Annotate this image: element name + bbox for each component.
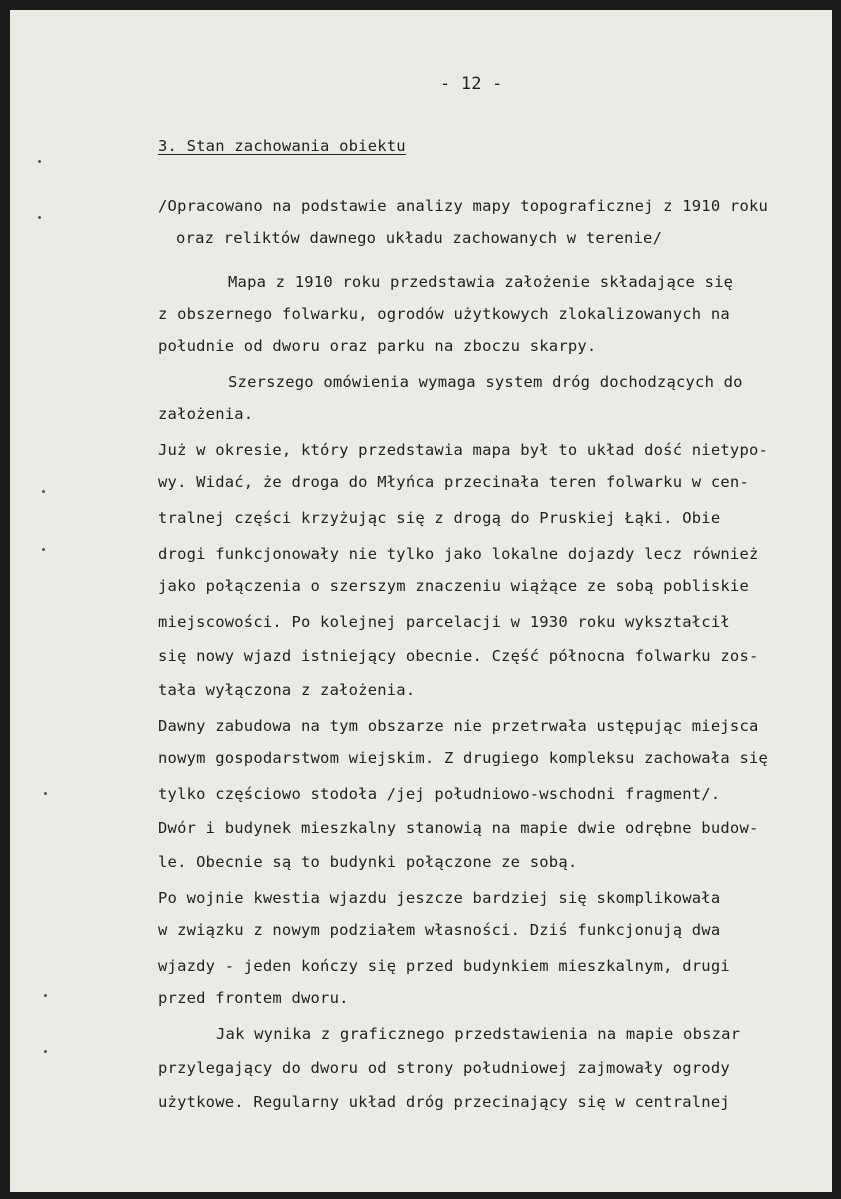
- text-line: tylko częściowo stodoła /jej południowo-wschodni fragment/.: [158, 785, 721, 803]
- text-line: się nowy wjazd istniejący obecnie. Część północna folwarku zos-: [158, 647, 759, 665]
- text-line: Już w okresie, który przedstawia mapa był to układ dość nietypo-: [158, 441, 769, 459]
- text-line: z obszernego folwarku, ogrodów użytkowych zlokalizowanych na: [158, 305, 730, 323]
- document-page: [10, 10, 832, 1192]
- text-line: wjazdy - jeden kończy się przed budynkiem mieszkalnym, drugi: [158, 957, 730, 975]
- text-line: Jak wynika z graficznego przedstawienia na mapie obszar: [216, 1025, 741, 1043]
- margin-mark: [44, 994, 47, 997]
- text-line: wy. Widać, że droga do Młyńca przecinała teren folwarku w cen-: [158, 473, 749, 491]
- margin-mark: [42, 548, 45, 551]
- text-line: południe od dworu oraz parku na zboczu skarpy.: [158, 337, 597, 355]
- text-line: w związku z nowym podziałem własności. Dziś funkcjonują dwa: [158, 921, 721, 939]
- text-line: Dwór i budynek mieszkalny stanowią na mapie dwie odrębne budow-: [158, 819, 759, 837]
- section-heading: 3. Stan zachowania obiektu: [158, 137, 406, 155]
- text-line: oraz reliktów dawnego układu zachowanych w terenie/: [176, 229, 663, 247]
- page-number: - 12 -: [440, 74, 503, 94]
- text-line: Szerszego omówienia wymaga system dróg dochodzących do: [228, 373, 743, 391]
- text-line: nowym gospodarstwom wiejskim. Z drugiego kompleksu zachowała się: [158, 749, 769, 767]
- margin-mark: [38, 216, 41, 219]
- text-line: le. Obecnie są to budynki połączone ze sobą.: [158, 853, 578, 871]
- text-line: przed frontem dworu.: [158, 989, 349, 1007]
- text-line: przylegający do dworu od strony południowej zajmowały ogrody: [158, 1059, 730, 1077]
- text-line: tralnej części krzyżując się z drogą do Pruskiej Łąki. Obie: [158, 509, 721, 527]
- text-line: miejscowości. Po kolejnej parcelacji w 1930 roku wykształcił: [158, 613, 730, 631]
- text-line: /Opracowano na podstawie analizy mapy topograficznej z 1910 roku: [158, 197, 769, 215]
- text-line: jako połączenia o szerszym znaczeniu wiążące ze sobą pobliskie: [158, 577, 749, 595]
- text-line: Mapa z 1910 roku przedstawia założenie składające się: [228, 273, 734, 291]
- margin-mark: [38, 160, 41, 163]
- text-line: Po wojnie kwestia wjazdu jeszcze bardziej się skomplikowała: [158, 889, 721, 907]
- text-line: tała wyłączona z założenia.: [158, 681, 416, 699]
- text-line: użytkowe. Regularny układ dróg przecinający się w centralnej: [158, 1093, 730, 1111]
- margin-mark: [44, 792, 47, 795]
- text-line: Dawny zabudowa na tym obszarze nie przetrwała ustępując miejsca: [158, 717, 759, 735]
- margin-mark: [44, 1050, 47, 1053]
- margin-mark: [42, 490, 45, 493]
- text-line: założenia.: [158, 405, 254, 423]
- text-line: drogi funkcjonowały nie tylko jako lokalne dojazdy lecz również: [158, 545, 759, 563]
